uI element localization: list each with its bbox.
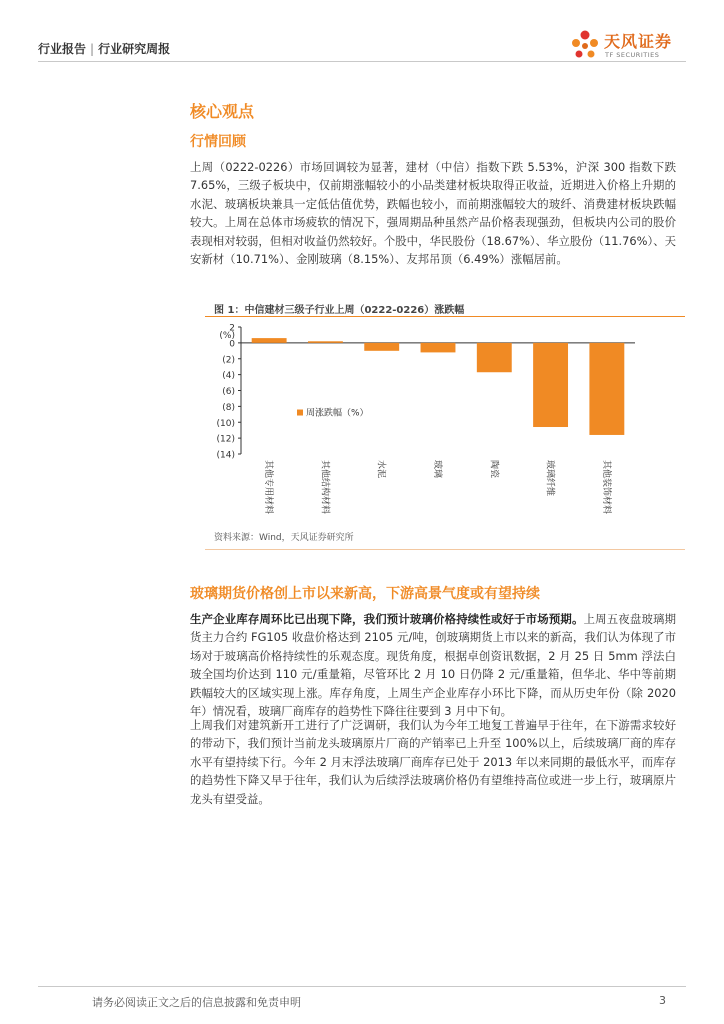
report-subcategory: 行业研究周报 bbox=[98, 42, 171, 56]
chart-legend bbox=[297, 407, 369, 419]
y-tick-label: (2) bbox=[222, 355, 235, 366]
figure-source: 资料来源：Wind，天风证券研究所 bbox=[214, 533, 354, 543]
glass-paragraph-2: 上周我们对建筑新开工进行了广泛调研，我们认为今年工地复工普遍早于往年，在下游需求较好的带动下，我们预计当前龙头玻璃原片厂商的产销率已上升至 100%以上，后续玻璃厂商的库存水平有望持续下行。今年 2 月末浮法玻璃厂商库存已处于 2013 年以来同期的最低水平，而库存的趋势性下降又早于往年，我们认为后续浮法玻璃价格仍有望维持高位或进一步上行，玻璃原片龙头有望受益。 bbox=[190, 718, 676, 806]
category-label: 水泥 bbox=[375, 460, 386, 479]
category-label: 其他结构材料 bbox=[319, 460, 330, 515]
footer-disclaimer: 请务必阅读正文之后的信息披露和免责申明 bbox=[92, 996, 301, 1009]
category-label: 玻璃纤维 bbox=[544, 460, 555, 497]
category-label: 陶瓷 bbox=[488, 460, 499, 479]
y-tick-label: (8) bbox=[222, 402, 235, 413]
glass-paragraph-1 bbox=[190, 610, 676, 720]
glass-paragraph-1-body: 上周五夜盘玻璃期货主力合约 FG105 收盘价格达到 2105 元/吨，创玻璃期货上市以来的新高，我们认为体现了市场对于玻璃高价格持续性的乐观态度。现货角度，根据卓创资讯数据，2 月 25 日 5mm 浮法白玻全国均价达到 110 元/重量箱，尽管环比 2 月 10 日仍降 2 元/重量箱，但华北、华中等前期跌幅较大的区域实现上涨。库存角度，上周生产企业库存小环比下降，而从历史年份（除 2020 年）情况看，玻璃厂商库存的趋势性下降往往要到 3 月中下旬。 bbox=[190, 612, 676, 719]
header-divider bbox=[38, 61, 686, 62]
y-tick-label: 2 bbox=[229, 323, 235, 334]
y-tick-label: (14) bbox=[216, 450, 235, 461]
logo-name-cn: 天风证券 bbox=[604, 32, 673, 51]
company-logo bbox=[567, 27, 687, 63]
figure-bottom-rule bbox=[205, 549, 685, 550]
y-tick-label: (4) bbox=[222, 371, 235, 382]
bar-5 bbox=[533, 343, 568, 427]
legend-label: 周涨跌幅（%） bbox=[306, 408, 369, 419]
section-title-glass-futures: 玻璃期货价格创上市以来新高，下游高景气度或有望持续 bbox=[190, 586, 540, 602]
glass-paragraph-lead: 生产企业库存周环比已出现下降，我们预计玻璃价格持续性或好于市场预期。 bbox=[190, 612, 584, 626]
report-header bbox=[38, 40, 170, 57]
report-category: 行业报告 bbox=[38, 42, 87, 56]
y-axis-unit: (%) bbox=[219, 330, 235, 341]
figure-top-rule bbox=[205, 316, 685, 317]
category-label: 其他装饰材料 bbox=[600, 460, 611, 515]
chart-labels bbox=[263, 460, 613, 514]
bar-1 bbox=[308, 341, 343, 343]
chart-bars bbox=[252, 338, 625, 435]
page-number: 3 bbox=[659, 994, 666, 1007]
header-separator: | bbox=[90, 42, 95, 56]
market-review-paragraph: 上周（0222-0226）市场回调较为显著，建材（中信）指数下跌 5.53%，沪深 300 指数下跌 7.65%，三级子板块中，仅前期涨幅较小的小品类建材板块取得正收益，近期进入价格上升期的水泥、玻璃板块兼具一定低估值优势，跌幅也较小，而前期涨幅较大的玻纤、消费建材板块跌幅较大。上周在总体市场疲软的情况下，强周期品种虽然产品价格表现强劲，但板块内公司的股价表现相对较弱，但相对收益仍然较好。个股中，华民股份（18.67%）、华立股份（11.76%）、天安新材（10.71%）、金刚玻璃（8.15%）、友邦吊顶（6.49%）涨幅居前。 bbox=[190, 160, 676, 267]
figure-title: 图 1：中信建材三级子行业上周（0222-0226）涨跌幅 bbox=[214, 305, 465, 316]
bar-0 bbox=[252, 338, 287, 343]
logo-flower-icon bbox=[567, 27, 603, 63]
bar-3 bbox=[421, 343, 456, 353]
y-tick-label: (10) bbox=[216, 418, 235, 429]
bar-2 bbox=[364, 343, 399, 351]
footer-divider bbox=[38, 986, 686, 987]
section-subtitle-market-review: 行情回顾 bbox=[190, 134, 246, 150]
bar-chart bbox=[205, 318, 685, 530]
section-title-core-view: 核心观点 bbox=[190, 102, 255, 121]
y-tick-label: (12) bbox=[216, 434, 235, 445]
y-tick-label: 0 bbox=[229, 339, 235, 350]
y-tick-label: (6) bbox=[222, 387, 235, 397]
bar-4 bbox=[477, 343, 512, 372]
bar-6 bbox=[589, 343, 624, 435]
category-label: 其他专用材料 bbox=[263, 460, 274, 515]
category-label: 玻璃 bbox=[432, 460, 442, 479]
legend-swatch bbox=[297, 410, 303, 416]
logo-name-en: TF SECURITIES bbox=[605, 51, 660, 59]
